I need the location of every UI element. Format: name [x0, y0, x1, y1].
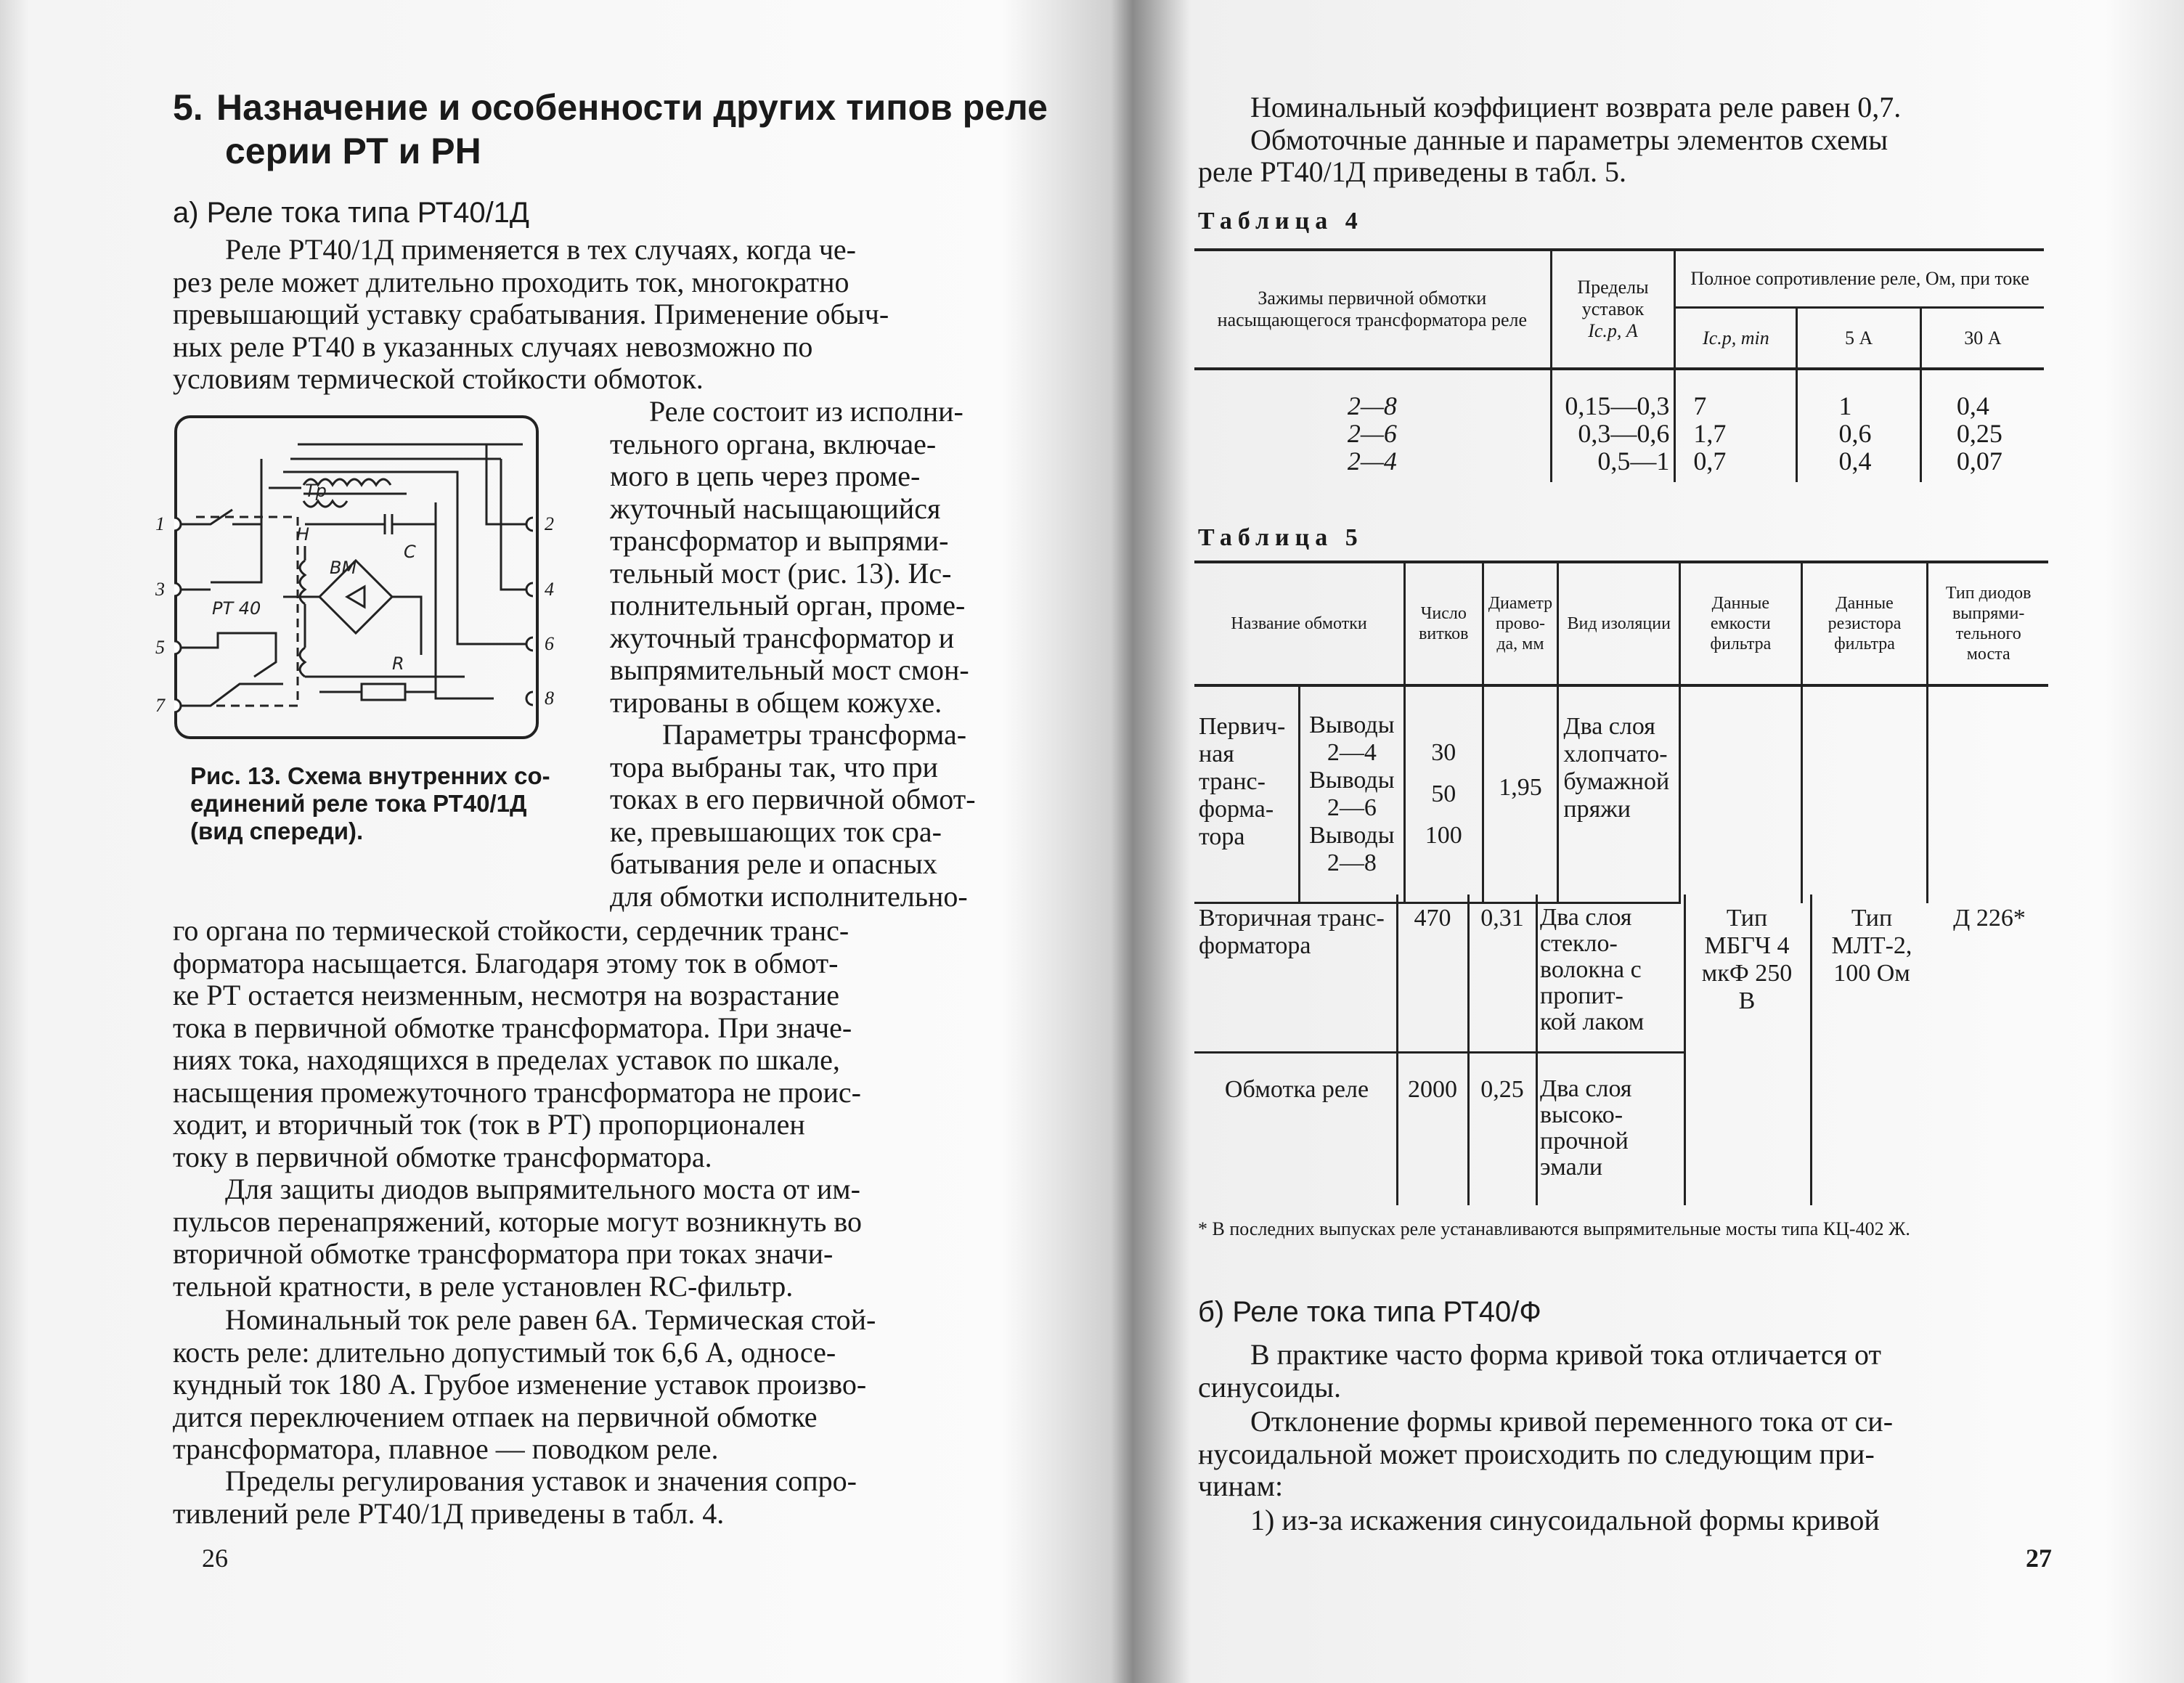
t5-primary-tap: Выводы 2—6 [1299, 767, 1405, 822]
t5-secondary-name: Вторичная транс- форматора [1199, 905, 1385, 959]
para5-line: Номинальный ток реле равен 6А. Термическая стой- [225, 1303, 876, 1336]
chapter-number: 5. [173, 87, 203, 128]
t4-terminals: 2—4 [1194, 447, 1551, 482]
t5-header-diodes: Тип диодов выпрями- тельного моста [1945, 584, 2032, 664]
terminal-label-6: 6 [545, 633, 554, 654]
para-b1-line: синусоиды. [1198, 1370, 1341, 1403]
paragraph-1 [173, 234, 1044, 396]
t5-header-name: Название обмотки [1194, 562, 1405, 685]
caption-line: единений реле тока РТ40/1Д [190, 790, 527, 817]
figure-13-schematic [155, 415, 554, 739]
t5-primary-diameter: 1,95 [1483, 685, 1558, 903]
caption-line: Рис. 13. Схема внутренних со- [190, 762, 550, 789]
terminal-label-1: 1 [155, 513, 165, 534]
chapter-title-line2: серии РТ и РН [225, 131, 481, 171]
t4-r5: 1 [1797, 392, 1920, 420]
terminal-label-3: 3 [155, 579, 165, 600]
t4-terminals: 2—8 [1194, 392, 1551, 420]
para2-line: трансформатор и выпрями- [610, 524, 949, 557]
paragraph-b3 [1198, 1504, 2055, 1537]
para2-line: Реле состоит из исполни- [649, 395, 963, 428]
para2-line: жуточный насыщающийся [610, 492, 941, 525]
terminal-label-5: 5 [155, 637, 165, 658]
t5-secondary-turns: 470 [1414, 905, 1451, 932]
t4-r30: 0,4 [1956, 391, 1989, 420]
para3-line: ке РТ остается неизменным, несмотря на возрастание [173, 979, 840, 1011]
para2-line: тельный мост (рис. 13). Ис- [610, 556, 952, 590]
paragraph-b1 [1198, 1339, 2055, 1403]
t5-primary-name: Первич- ная транс- форма- тора [1194, 685, 1299, 903]
para4-line: Для защиты диодов выпрямительного моста от им- [225, 1173, 860, 1205]
para-b2-line: чинам: [1198, 1470, 1284, 1502]
t5-secondary-insulation: Два слоя стекло- волокна с пропит- кой лаком [1540, 904, 1645, 1035]
para-b2-line: Отклонение формы кривой переменного тока от си- [1250, 1405, 1894, 1438]
label-h: Н [296, 524, 310, 545]
para3-line: тока в первичной обмотке трансформатора. При значе- [173, 1011, 852, 1044]
para3-line: го органа по термической стойкости, сердечник транс- [173, 914, 849, 947]
para2-line: мого в цепь через проме- [610, 460, 921, 492]
para5-line: трансформатора, плавное — поводком реле. [173, 1433, 719, 1465]
section-a-title: а) Реле тока типа РТ40/1Д [173, 197, 530, 229]
t4-limits: 0,3—0,6 [1551, 420, 1675, 447]
t5-header-insulation: Вид изоляции [1558, 562, 1680, 685]
para3-line: насыщения промежуточного трансформатора не проис- [173, 1075, 861, 1109]
t4-row [1194, 420, 2044, 447]
t5-secondary-diameter: 0,31 [1480, 905, 1524, 932]
t4-r5: 0,6 [1797, 420, 1920, 447]
para5-line: дится переключением отпаек на первичной обмотке [173, 1400, 818, 1433]
paragraph-5 [173, 1304, 1044, 1466]
t5-header-capacitor: Данные емкости фильтра [1680, 562, 1802, 685]
t5-primary-insulation: Два слоя хлопчато- бумажной пряжи [1558, 685, 1680, 903]
t5-relay-name: Обмотка реле [1224, 1076, 1369, 1103]
para4-line: пульсов перенапряжений, которые могут возникнуть во [173, 1205, 862, 1238]
label-tr: Тр [305, 481, 327, 501]
para4-line: вторичной обмотке трансформатора при токах значи- [173, 1237, 834, 1270]
para1-line: Реле РТ40/1Д применяется в тех случаях, когда че- [225, 233, 857, 266]
page-number-right: 27 [2026, 1544, 2052, 1573]
section-b-title: б) Реле тока типа РТ40/Ф [1198, 1296, 1541, 1328]
para1-line: условиям термической стойкости обмоток. [173, 362, 704, 395]
right-intro [1198, 91, 2048, 189]
table-4 [1194, 248, 2044, 482]
t4-header-limits-1: Пределы уставок [1577, 277, 1649, 319]
para6-line: тивлений реле РТ40/1Д приведены в табл. 4. [173, 1496, 725, 1530]
para-b2-line: нусоидальной может происходить по следующим при- [1198, 1437, 1875, 1470]
para2-line: тельного органа, включае- [610, 427, 937, 460]
para3-line: ниях тока, находящихся в пределах уставок по шкале, [173, 1043, 840, 1076]
relay-schematic-drawing [174, 415, 533, 733]
t4-limits: 0,5—1 [1551, 447, 1675, 482]
chapter-title-line1: Назначение и особенности других типов реле [216, 87, 1048, 128]
t4-header-terminals: Зажимы первичной обмотки насыщающегося трансформатора реле [1194, 250, 1551, 369]
t4-r30: 0,25 [1956, 419, 2002, 448]
paragraph-6 [173, 1465, 1044, 1530]
table-5-lower [1194, 895, 2048, 1205]
para3-line: для обмотки исполнительно- [610, 879, 968, 913]
para3-line: форматора насыщается. Благодаря этому ток в обмот- [173, 946, 839, 979]
intro-line: реле РТ40/1Д приведены в табл. 5. [1198, 155, 1627, 188]
t5-primary-turns: 50 [1405, 767, 1483, 822]
terminal-label-7: 7 [155, 695, 165, 716]
page-number-left: 26 [202, 1544, 228, 1573]
terminal-label-2: 2 [545, 513, 554, 534]
para1-line: ных реле РТ40 в указанных случаях невозможно по [173, 330, 813, 363]
para5-line: кундный ток 180 А. Грубое изменение уставок произво- [173, 1368, 867, 1401]
t5-relay-diameter: 0,25 [1480, 1076, 1524, 1103]
t5-secondary-diodes: Д 226* [1953, 905, 2026, 932]
t4-header-limits-2: Iс.р, А [1588, 320, 1638, 341]
t5-row-primary [1194, 685, 2048, 767]
t5-header-resistor: Данные резистора фильтра [1801, 562, 1928, 685]
t4-rmin: 0,7 [1675, 447, 1797, 482]
terminal-label-8: 8 [545, 688, 554, 709]
label-r: R [392, 653, 404, 674]
label-c: С [404, 542, 416, 562]
para3-line: Параметры трансформа- [662, 718, 967, 751]
label-rt40: РТ 40 [212, 598, 261, 619]
table-5 [1194, 561, 2048, 904]
paragraph-3-side [610, 719, 1046, 913]
terminal-label-4: 4 [545, 579, 554, 600]
table5-footnote: * В последних выпусках реле устанавливаются выпрямительные мосты типа КЦ-402 Ж. [1198, 1218, 1910, 1239]
t5-header-turns: Число витков [1405, 562, 1483, 685]
t4-header-limits [1551, 250, 1675, 369]
label-vm: ВМ [330, 558, 357, 578]
para3-line: току в первичной обмотке трансформатора. [173, 1140, 712, 1173]
table5-caption: Таблица 5 [1198, 524, 1364, 551]
para3-line: тора выбраны так, что при [610, 750, 938, 783]
t4-row [1194, 392, 2044, 420]
t5-primary-turns: 30 [1405, 685, 1483, 767]
t4-header-min: Iс.р, min [1675, 308, 1797, 369]
para4-line: тельной кратности, в реле установлен RC-фильтр. [173, 1269, 794, 1303]
t5-primary-tap: Выводы 2—8 [1299, 822, 1405, 903]
para3-line: батывания реле и опасных [610, 847, 937, 880]
paragraph-b2 [1198, 1406, 2055, 1503]
intro-line: Номинальный коэффициент возврата реле равен 0,7. [1250, 91, 1902, 123]
paragraph-3-full [173, 915, 1044, 1173]
t5-primary-turns: 100 [1405, 822, 1483, 903]
t5-relay-insulation: Два слоя высоко- прочной эмали [1540, 1075, 1632, 1181]
paragraph-4 [173, 1173, 1044, 1303]
table4-caption: Таблица 4 [1198, 208, 1364, 235]
t5-secondary-capacitor: Тип МБГЧ 4 мкФ 250 В [1701, 905, 1793, 1014]
t4-header-resistance: Полное сопротивление реле, Ом, при токе [1675, 250, 2044, 308]
para3-line: ке, превышающих ток сра- [610, 815, 942, 848]
t5-secondary-resistor: Тип МЛТ-2, 100 Ом [1831, 905, 1912, 987]
t4-rmin: 1,7 [1675, 420, 1797, 447]
para1-line: рез реле может длительно проходить ток, многократно [173, 265, 849, 298]
intro-line: Обмоточные данные и параметры элементов схемы [1250, 123, 1888, 156]
chapter-title [173, 86, 1073, 173]
t5-relay-turns: 2000 [1408, 1076, 1457, 1103]
figure-caption [190, 762, 568, 845]
para2-line: полнительный орган, проме- [610, 589, 966, 622]
t4-header-30a: 30 А [1920, 308, 2044, 369]
t4-limits: 0,15—0,3 [1551, 392, 1675, 420]
t5-primary-tap: Выводы 2—4 [1299, 685, 1405, 767]
para6-line: Пределы регулирования уставок и значения сопро- [225, 1464, 857, 1497]
t4-rmin: 7 [1675, 392, 1797, 420]
caption-line: (вид спереди). [190, 818, 364, 844]
para-b1-line: В практике часто форма кривой тока отличается от [1250, 1338, 1881, 1371]
t4-r5: 0,4 [1797, 447, 1920, 482]
para2-line: выпрямительный мост смон- [610, 653, 969, 686]
para-b3-line: 1) из-за искажения синусоидальной формы кривой [1250, 1504, 1880, 1536]
para1-line: превышающий уставку срабатывания. Применение обыч- [173, 298, 889, 330]
para3-line: ходит, и вторичный ток (ток в РТ) пропорционален [173, 1108, 805, 1141]
t4-row [1194, 447, 2044, 482]
para2-line: тированы в общем кожухе. [610, 685, 942, 719]
para5-line: кость реле: длительно допустимый ток 6,6 А, односе- [173, 1335, 836, 1369]
t4-r30: 0,07 [1956, 447, 2002, 476]
paragraph-2 [610, 396, 1046, 719]
t4-terminals: 2—6 [1194, 420, 1551, 447]
para3-line: токах в его первичной обмот- [610, 783, 976, 815]
t4-header-5a: 5 А [1797, 308, 1920, 369]
para2-line: жуточный трансформатор и [610, 621, 955, 654]
t5-header-diameter: Диаметр прово- да, мм [1483, 562, 1558, 685]
